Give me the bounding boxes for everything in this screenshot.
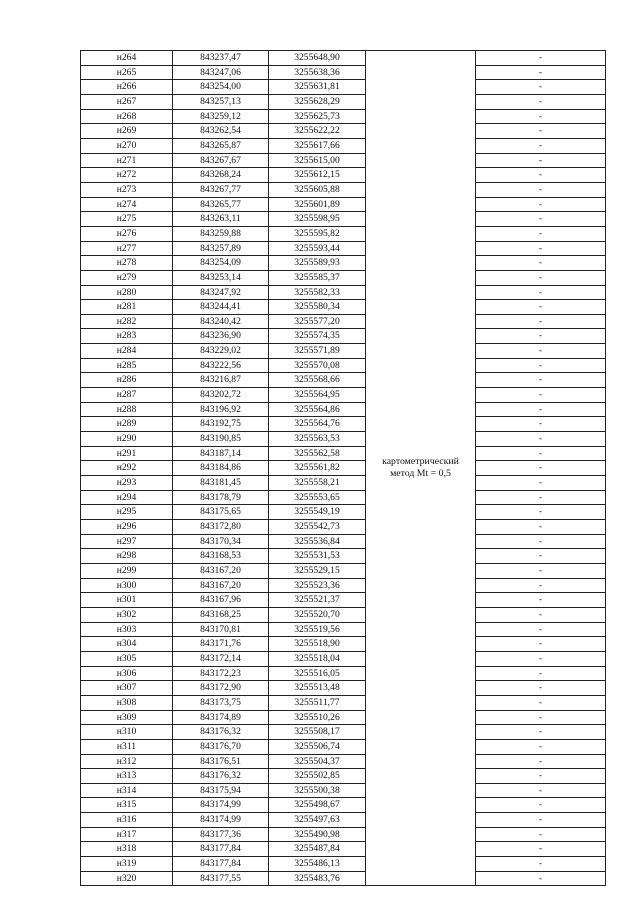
note-cell: - <box>476 798 606 813</box>
x-coordinate-cell: 843190,85 <box>173 432 269 447</box>
y-coordinate-cell: 3255513,48 <box>269 681 366 696</box>
point-label-cell: н297 <box>81 534 173 549</box>
y-coordinate-cell: 3255568,66 <box>269 373 366 388</box>
x-coordinate-cell: 843236,90 <box>173 329 269 344</box>
note-cell: - <box>476 358 606 373</box>
table-row <box>81 153 606 168</box>
point-label-cell: н317 <box>81 827 173 842</box>
note-cell: - <box>476 285 606 300</box>
x-coordinate-cell: 843263,11 <box>173 212 269 227</box>
table-row <box>81 695 606 710</box>
y-coordinate-cell: 3255615,00 <box>269 153 366 168</box>
point-label-cell: н305 <box>81 651 173 666</box>
x-coordinate-cell: 843172,90 <box>173 681 269 696</box>
y-coordinate-cell: 3255585,37 <box>269 270 366 285</box>
y-coordinate-cell: 3255502,85 <box>269 769 366 784</box>
x-coordinate-cell: 843172,23 <box>173 666 269 681</box>
note-cell: - <box>476 124 606 139</box>
x-coordinate-cell: 843170,34 <box>173 534 269 549</box>
note-cell: - <box>476 94 606 109</box>
point-label-cell: н269 <box>81 124 173 139</box>
y-coordinate-cell: 3255558,21 <box>269 476 366 491</box>
x-coordinate-cell: 843259,88 <box>173 226 269 241</box>
point-label-cell: н275 <box>81 212 173 227</box>
note-cell: - <box>476 754 606 769</box>
table-row <box>81 182 606 197</box>
note-cell: - <box>476 373 606 388</box>
note-cell: - <box>476 725 606 740</box>
x-coordinate-cell: 843172,14 <box>173 651 269 666</box>
point-label-cell: н281 <box>81 300 173 315</box>
point-label-cell: н290 <box>81 432 173 447</box>
table-row <box>81 285 606 300</box>
note-cell: - <box>476 842 606 857</box>
table-row <box>81 65 606 80</box>
y-coordinate-cell: 3255523,36 <box>269 578 366 593</box>
y-coordinate-cell: 3255622,22 <box>269 124 366 139</box>
y-coordinate-cell: 3255549,19 <box>269 505 366 520</box>
coordinates-table-sheet <box>80 50 605 884</box>
x-coordinate-cell: 843177,84 <box>173 857 269 872</box>
table-row <box>81 607 606 622</box>
y-coordinate-cell: 3255520,70 <box>269 607 366 622</box>
table-row <box>81 754 606 769</box>
method-text-line2: метод Mt = 0,5 <box>390 468 451 480</box>
table-row <box>81 212 606 227</box>
point-label-cell: н307 <box>81 681 173 696</box>
y-coordinate-cell: 3255617,66 <box>269 138 366 153</box>
note-cell: - <box>476 666 606 681</box>
point-label-cell: н292 <box>81 461 173 476</box>
y-coordinate-cell: 3255563,53 <box>269 432 366 447</box>
y-coordinate-cell: 3255631,81 <box>269 80 366 95</box>
table-row <box>81 666 606 681</box>
point-label-cell: н316 <box>81 813 173 828</box>
x-coordinate-cell: 843170,81 <box>173 622 269 637</box>
note-cell: - <box>476 695 606 710</box>
x-coordinate-cell: 843172,80 <box>173 520 269 535</box>
note-cell: - <box>476 329 606 344</box>
table-row <box>81 446 606 461</box>
y-coordinate-cell: 3255638,36 <box>269 65 366 80</box>
point-label-cell: н308 <box>81 695 173 710</box>
note-cell: - <box>476 197 606 212</box>
x-coordinate-cell: 843176,32 <box>173 769 269 784</box>
table-row <box>81 417 606 432</box>
point-label-cell: н282 <box>81 314 173 329</box>
table-row <box>81 842 606 857</box>
note-cell: - <box>476 461 606 476</box>
table-row <box>81 813 606 828</box>
note-cell: - <box>476 681 606 696</box>
table-row <box>81 549 606 564</box>
y-coordinate-cell: 3255483,76 <box>269 871 366 886</box>
point-label-cell: н270 <box>81 138 173 153</box>
table-row <box>81 51 606 66</box>
x-coordinate-cell: 843187,14 <box>173 446 269 461</box>
point-label-cell: н295 <box>81 505 173 520</box>
point-label-cell: н291 <box>81 446 173 461</box>
point-label-cell: н298 <box>81 549 173 564</box>
y-coordinate-cell: 3255521,37 <box>269 593 366 608</box>
y-coordinate-cell: 3255519,56 <box>269 622 366 637</box>
note-cell: - <box>476 637 606 652</box>
y-coordinate-cell: 3255562,58 <box>269 446 366 461</box>
point-label-cell: н277 <box>81 241 173 256</box>
point-label-cell: н318 <box>81 842 173 857</box>
x-coordinate-cell: 843167,20 <box>173 563 269 578</box>
table-row <box>81 329 606 344</box>
x-coordinate-cell: 843265,87 <box>173 138 269 153</box>
x-coordinate-cell: 843167,96 <box>173 593 269 608</box>
point-label-cell: н320 <box>81 871 173 886</box>
table-row <box>81 490 606 505</box>
table-row <box>81 505 606 520</box>
point-label-cell: н301 <box>81 593 173 608</box>
note-cell: - <box>476 446 606 461</box>
table-row <box>81 314 606 329</box>
point-label-cell: н299 <box>81 563 173 578</box>
table-row <box>81 769 606 784</box>
point-label-cell: н296 <box>81 520 173 535</box>
table-row <box>81 300 606 315</box>
x-coordinate-cell: 843257,13 <box>173 94 269 109</box>
point-label-cell: н315 <box>81 798 173 813</box>
x-coordinate-cell: 843177,36 <box>173 827 269 842</box>
x-coordinate-cell: 843259,12 <box>173 109 269 124</box>
note-cell: - <box>476 710 606 725</box>
point-label-cell: н265 <box>81 65 173 80</box>
point-label-cell: н306 <box>81 666 173 681</box>
note-cell: - <box>476 622 606 637</box>
y-coordinate-cell: 3255504,37 <box>269 754 366 769</box>
table-row <box>81 798 606 813</box>
method-text-line1: картометрический <box>382 456 459 468</box>
note-cell: - <box>476 563 606 578</box>
y-coordinate-cell: 3255508,17 <box>269 725 366 740</box>
point-label-cell: н313 <box>81 769 173 784</box>
note-cell: - <box>476 476 606 491</box>
y-coordinate-cell: 3255571,89 <box>269 344 366 359</box>
point-label-cell: н309 <box>81 710 173 725</box>
point-label-cell: н300 <box>81 578 173 593</box>
note-cell: - <box>476 226 606 241</box>
y-coordinate-cell: 3255625,73 <box>269 109 366 124</box>
note-cell: - <box>476 739 606 754</box>
x-coordinate-cell: 843257,89 <box>173 241 269 256</box>
y-coordinate-cell: 3255628,29 <box>269 94 366 109</box>
x-coordinate-cell: 843173,75 <box>173 695 269 710</box>
point-label-cell: н279 <box>81 270 173 285</box>
point-label-cell: н278 <box>81 256 173 271</box>
note-cell: - <box>476 783 606 798</box>
note-cell: - <box>476 300 606 315</box>
y-coordinate-cell: 3255577,20 <box>269 314 366 329</box>
x-coordinate-cell: 843216,87 <box>173 373 269 388</box>
x-coordinate-cell: 843177,55 <box>173 871 269 886</box>
table-row <box>81 241 606 256</box>
x-coordinate-cell: 843176,32 <box>173 725 269 740</box>
note-cell: - <box>476 490 606 505</box>
point-label-cell: н264 <box>81 51 173 66</box>
x-coordinate-cell: 843174,99 <box>173 813 269 828</box>
x-coordinate-cell: 843202,72 <box>173 388 269 403</box>
y-coordinate-cell: 3255570,08 <box>269 358 366 373</box>
note-cell: - <box>476 344 606 359</box>
x-coordinate-cell: 843267,77 <box>173 182 269 197</box>
y-coordinate-cell: 3255580,34 <box>269 300 366 315</box>
note-cell: - <box>476 65 606 80</box>
table-row <box>81 534 606 549</box>
y-coordinate-cell: 3255601,89 <box>269 197 366 212</box>
x-coordinate-cell: 843262,54 <box>173 124 269 139</box>
note-cell: - <box>476 256 606 271</box>
table-row <box>81 226 606 241</box>
y-coordinate-cell: 3255564,76 <box>269 417 366 432</box>
table-row <box>81 871 606 886</box>
note-cell: - <box>476 534 606 549</box>
y-coordinate-cell: 3255486,13 <box>269 857 366 872</box>
point-label-cell: н280 <box>81 285 173 300</box>
x-coordinate-cell: 843174,99 <box>173 798 269 813</box>
y-coordinate-cell: 3255531,53 <box>269 549 366 564</box>
note-cell: - <box>476 51 606 66</box>
table-row <box>81 138 606 153</box>
y-coordinate-cell: 3255595,82 <box>269 226 366 241</box>
table-row <box>81 402 606 417</box>
y-coordinate-cell: 3255529,15 <box>269 563 366 578</box>
x-coordinate-cell: 843167,20 <box>173 578 269 593</box>
point-label-cell: н288 <box>81 402 173 417</box>
note-cell: - <box>476 314 606 329</box>
table-row <box>81 256 606 271</box>
note-cell: - <box>476 241 606 256</box>
table-row <box>81 124 606 139</box>
note-cell: - <box>476 505 606 520</box>
point-label-cell: н314 <box>81 783 173 798</box>
point-label-cell: н276 <box>81 226 173 241</box>
point-label-cell: н310 <box>81 725 173 740</box>
table-row <box>81 563 606 578</box>
y-coordinate-cell: 3255500,38 <box>269 783 366 798</box>
note-cell: - <box>476 769 606 784</box>
point-label-cell: н303 <box>81 622 173 637</box>
y-coordinate-cell: 3255582,33 <box>269 285 366 300</box>
x-coordinate-cell: 843254,09 <box>173 256 269 271</box>
note-cell: - <box>476 607 606 622</box>
x-coordinate-cell: 843237,47 <box>173 51 269 66</box>
y-coordinate-cell: 3255518,90 <box>269 637 366 652</box>
note-cell: - <box>476 871 606 886</box>
y-coordinate-cell: 3255497,63 <box>269 813 366 828</box>
x-coordinate-cell: 843244,41 <box>173 300 269 315</box>
point-label-cell: н312 <box>81 754 173 769</box>
table-row <box>81 827 606 842</box>
note-cell: - <box>476 80 606 95</box>
point-label-cell: н284 <box>81 344 173 359</box>
table-row <box>81 476 606 491</box>
x-coordinate-cell: 843229,02 <box>173 344 269 359</box>
table-row <box>81 681 606 696</box>
note-cell: - <box>476 578 606 593</box>
note-cell: - <box>476 402 606 417</box>
y-coordinate-cell: 3255612,15 <box>269 168 366 183</box>
y-coordinate-cell: 3255564,86 <box>269 402 366 417</box>
y-coordinate-cell: 3255518,04 <box>269 651 366 666</box>
note-cell: - <box>476 593 606 608</box>
table-row <box>81 857 606 872</box>
point-label-cell: н271 <box>81 153 173 168</box>
table-row <box>81 520 606 535</box>
y-coordinate-cell: 3255487,84 <box>269 842 366 857</box>
table-row <box>81 651 606 666</box>
y-coordinate-cell: 3255564,95 <box>269 388 366 403</box>
table-row <box>81 725 606 740</box>
y-coordinate-cell: 3255648,90 <box>269 51 366 66</box>
x-coordinate-cell: 843267,67 <box>173 153 269 168</box>
note-cell: - <box>476 109 606 124</box>
table-row <box>81 637 606 652</box>
x-coordinate-cell: 843222,56 <box>173 358 269 373</box>
point-label-cell: н302 <box>81 607 173 622</box>
table-row <box>81 461 606 476</box>
note-cell: - <box>476 857 606 872</box>
coordinates-table-body <box>81 51 606 886</box>
table-row <box>81 197 606 212</box>
point-label-cell: н273 <box>81 182 173 197</box>
x-coordinate-cell: 843196,92 <box>173 402 269 417</box>
x-coordinate-cell: 843178,79 <box>173 490 269 505</box>
y-coordinate-cell: 3255598,95 <box>269 212 366 227</box>
point-label-cell: н289 <box>81 417 173 432</box>
method-cell <box>366 51 476 886</box>
table-row <box>81 783 606 798</box>
table-row <box>81 373 606 388</box>
table-row <box>81 578 606 593</box>
table-row <box>81 94 606 109</box>
note-cell: - <box>476 827 606 842</box>
y-coordinate-cell: 3255511,77 <box>269 695 366 710</box>
point-label-cell: н272 <box>81 168 173 183</box>
y-coordinate-cell: 3255553,65 <box>269 490 366 505</box>
note-cell: - <box>476 270 606 285</box>
x-coordinate-cell: 843184,86 <box>173 461 269 476</box>
x-coordinate-cell: 843171,76 <box>173 637 269 652</box>
note-cell: - <box>476 138 606 153</box>
table-row <box>81 388 606 403</box>
x-coordinate-cell: 843175,65 <box>173 505 269 520</box>
table-row <box>81 593 606 608</box>
x-coordinate-cell: 843174,89 <box>173 710 269 725</box>
note-cell: - <box>476 168 606 183</box>
point-label-cell: н268 <box>81 109 173 124</box>
table-row <box>81 710 606 725</box>
x-coordinate-cell: 843192,75 <box>173 417 269 432</box>
y-coordinate-cell: 3255536,84 <box>269 534 366 549</box>
point-label-cell: н304 <box>81 637 173 652</box>
x-coordinate-cell: 843268,24 <box>173 168 269 183</box>
point-label-cell: н319 <box>81 857 173 872</box>
x-coordinate-cell: 843181,45 <box>173 476 269 491</box>
note-cell: - <box>476 182 606 197</box>
y-coordinate-cell: 3255561,82 <box>269 461 366 476</box>
x-coordinate-cell: 843176,51 <box>173 754 269 769</box>
x-coordinate-cell: 843168,25 <box>173 607 269 622</box>
y-coordinate-cell: 3255593,44 <box>269 241 366 256</box>
point-label-cell: н266 <box>81 80 173 95</box>
point-label-cell: н283 <box>81 329 173 344</box>
table-row <box>81 270 606 285</box>
note-cell: - <box>476 432 606 447</box>
y-coordinate-cell: 3255490,98 <box>269 827 366 842</box>
point-label-cell: н311 <box>81 739 173 754</box>
x-coordinate-cell: 843177,84 <box>173 842 269 857</box>
x-coordinate-cell: 843168,53 <box>173 549 269 564</box>
x-coordinate-cell: 843265,77 <box>173 197 269 212</box>
note-cell: - <box>476 651 606 666</box>
x-coordinate-cell: 843254,00 <box>173 80 269 95</box>
x-coordinate-cell: 843176,70 <box>173 739 269 754</box>
table-row <box>81 344 606 359</box>
table-row <box>81 80 606 95</box>
note-cell: - <box>476 388 606 403</box>
y-coordinate-cell: 3255589,93 <box>269 256 366 271</box>
y-coordinate-cell: 3255510,26 <box>269 710 366 725</box>
table-row <box>81 739 606 754</box>
y-coordinate-cell: 3255516,05 <box>269 666 366 681</box>
point-label-cell: н285 <box>81 358 173 373</box>
x-coordinate-cell: 843247,06 <box>173 65 269 80</box>
note-cell: - <box>476 549 606 564</box>
note-cell: - <box>476 417 606 432</box>
y-coordinate-cell: 3255506,74 <box>269 739 366 754</box>
y-coordinate-cell: 3255605,88 <box>269 182 366 197</box>
y-coordinate-cell: 3255542,73 <box>269 520 366 535</box>
note-cell: - <box>476 813 606 828</box>
point-label-cell: н267 <box>81 94 173 109</box>
note-cell: - <box>476 520 606 535</box>
y-coordinate-cell: 3255574,35 <box>269 329 366 344</box>
x-coordinate-cell: 843253,14 <box>173 270 269 285</box>
note-cell: - <box>476 153 606 168</box>
point-label-cell: н287 <box>81 388 173 403</box>
table-row <box>81 432 606 447</box>
x-coordinate-cell: 843175,94 <box>173 783 269 798</box>
x-coordinate-cell: 843240,42 <box>173 314 269 329</box>
note-cell: - <box>476 212 606 227</box>
coordinates-table <box>80 50 606 886</box>
point-label-cell: н294 <box>81 490 173 505</box>
table-row <box>81 622 606 637</box>
point-label-cell: н286 <box>81 373 173 388</box>
table-row <box>81 358 606 373</box>
table-row <box>81 109 606 124</box>
point-label-cell: н293 <box>81 476 173 491</box>
table-row <box>81 168 606 183</box>
point-label-cell: н274 <box>81 197 173 212</box>
x-coordinate-cell: 843247,92 <box>173 285 269 300</box>
y-coordinate-cell: 3255498,67 <box>269 798 366 813</box>
